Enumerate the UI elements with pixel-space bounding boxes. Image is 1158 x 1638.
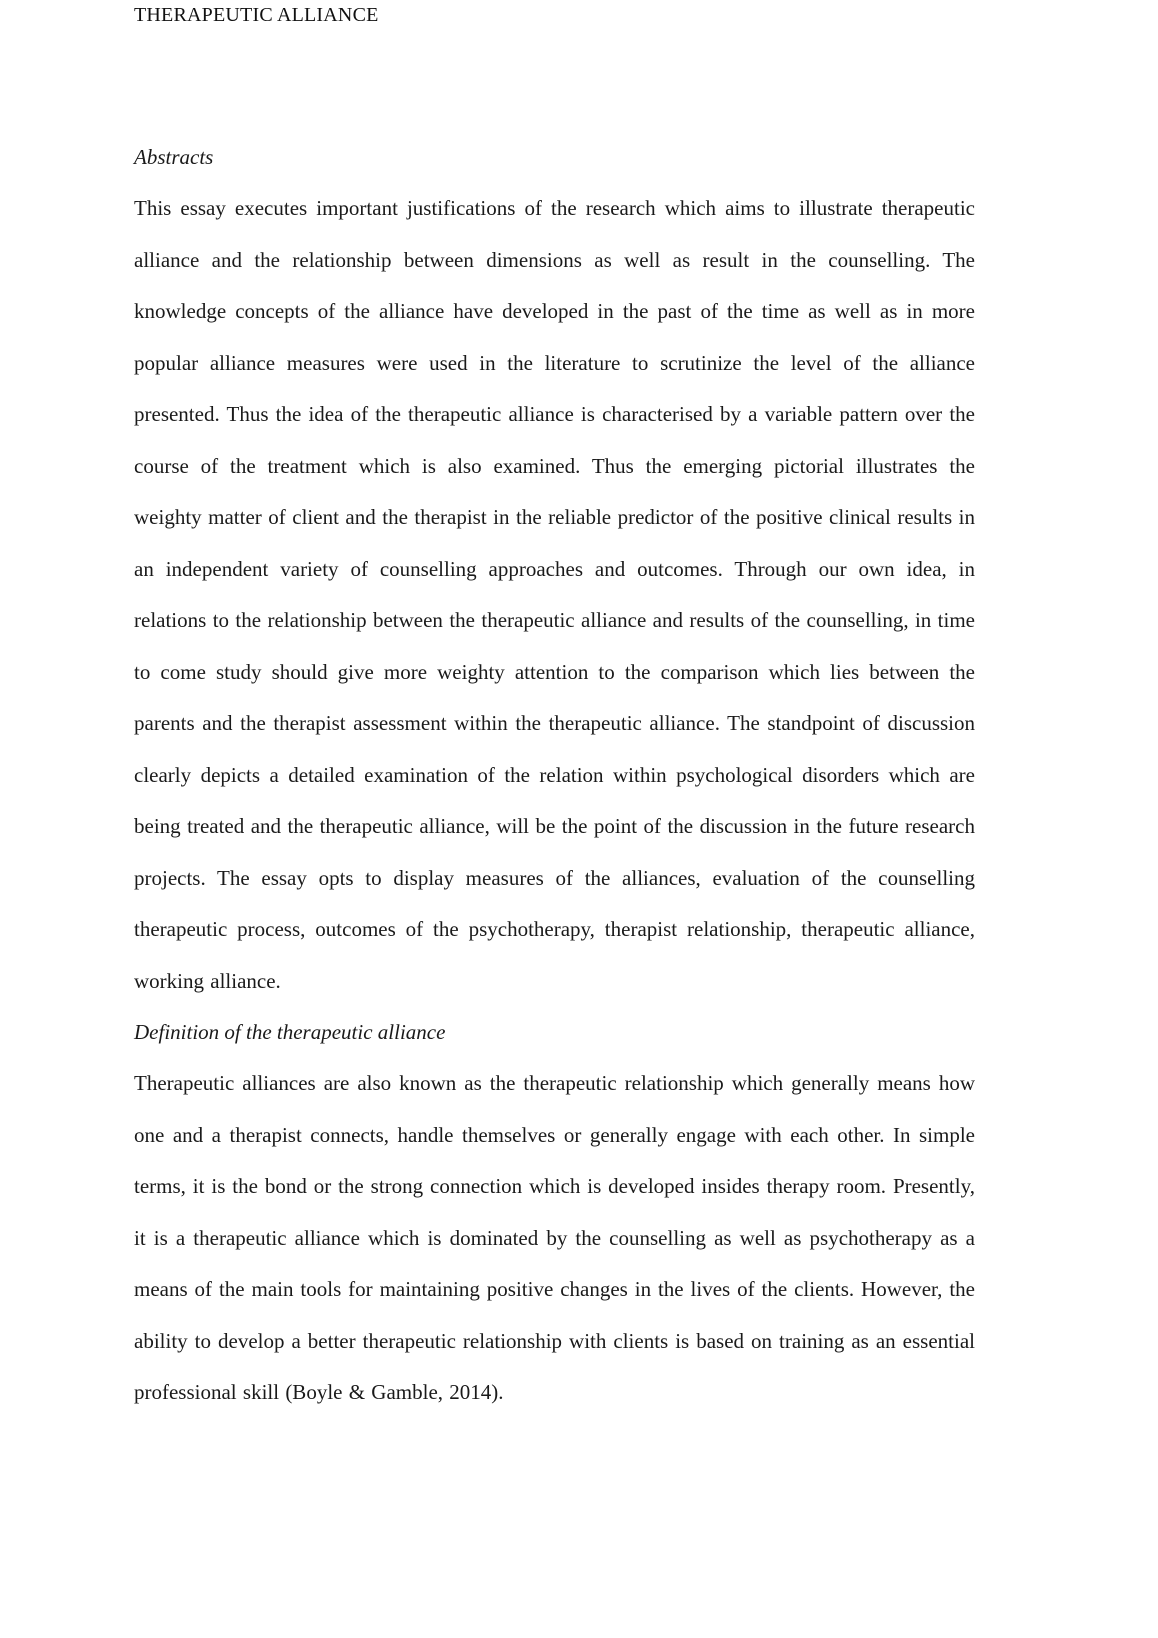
section-heading-definition: Definition of the therapeutic alliance <box>134 1020 446 1044</box>
running-head: THERAPEUTIC ALLIANCE <box>134 4 379 26</box>
section-heading-abstracts: Abstracts <box>134 145 214 169</box>
paragraph-abstracts: This essay executes important justifications of the research which aims to illustrate therapeutic alliance and the relationship between dimensions as well as result in the counselling. The knowledge concepts of the alliance have developed in the past of the time as well as in more popular alliance measures were used in the literature to scrutinize the level of the alliance presented. Thus the idea of the therapeutic alliance is characterised by a variable pattern over the course of the treatment which is also examined. Thus the emerging pictorial illustrates the weighty matter of client and the therapist in the reliable predictor of the positive clinical results in an independent variety of counselling approaches and outcomes. Through our own idea, in relations to the relationship between the therapeutic alliance and results of the counselling, in time to come study should give more weighty attention to the comparison which lies between the parents and the therapist assessment within the therapeutic alliance. The standpoint of discussion clearly depicts a detailed examination of the relation within psychological disorders which are being treated and the therapeutic alliance, will be the point of the discussion in the future research projects. The essay opts to display measures of the alliances, evaluation of the counselling therapeutic process, outcomes of the psychotherapy, therapist relationship, therapeutic alliance, working alliance. <box>134 196 975 993</box>
paragraph-definition: Therapeutic alliances are also known as the therapeutic relationship which generally means how one and a therapist connects, handle themselves or generally engage with each other. In simple terms, it is the bond or the strong connection which is developed insides therapy room. Presently, it is a therapeutic alliance which is dominated by the counselling as well as psychotherapy as a means of the main tools for maintaining positive changes in the lives of the clients. However, the ability to develop a better therapeutic relationship with clients is based on training as an essential professional skill (Boyle & Gamble, 2014). <box>134 1071 975 1404</box>
